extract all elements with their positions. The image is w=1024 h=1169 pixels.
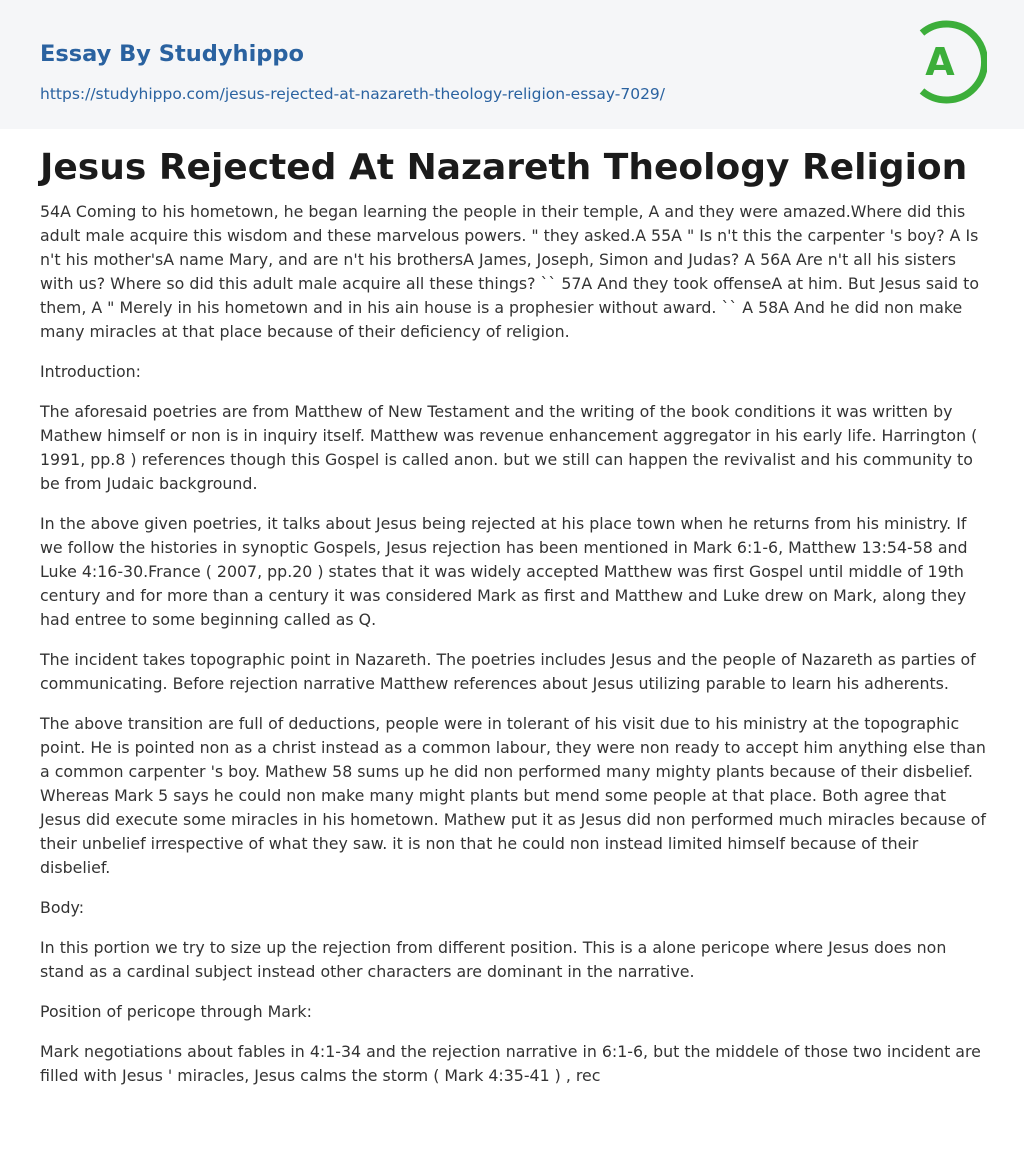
article-paragraph: In this portion we try to size up the rejection from different position. This is a alone pericope where Jesus does non stand as a cardinal subject instead other characters are dominant in the narrative.	[40, 938, 947, 981]
article-paragraph: Body:	[40, 898, 85, 917]
article-body	[40, 200, 986, 1104]
article-paragraph: 54A Coming to his hometown, he began learning the people in their temple, A and they were amazed.Where did this adult male acquire this wisdom and these marvelous powers. " they asked.A 55A " Is n't this the carpenter 's boy? A Is n't his mother'sA name Mary, and are n't his brothersA James, Joseph, Simon and Judas? A 56A Are n't all his sisters with us? Where so did this adult male acquire all these things? `` 57A And they took offenseA at him. But Jesus said to them, A " Merely in his hometown and in his ain house is a prophesier without award. `` A 58A And he did non make many miracles at that place because of their deficiency of religion.	[40, 202, 980, 341]
article-paragraph: The aforesaid poetries are from Matthew of New Testament and the writing of the book conditions it was written by Mathew himself or non is in inquiry itself. Matthew was revenue enhancement aggregator in his early life. Harrington ( 1991, pp.8 ) references though this Gospel is called anon. but we still can happen the revivalist and his community to be from Judaic background.	[40, 402, 978, 493]
article-paragraph: In the above given poetries, it talks about Jesus being rejected at his place town when he returns from his ministry. If we follow the histories in synoptic Gospels, Jesus rejection has been mentioned in Mark 6:1-6, Matthew 13:54-58 and Luke 4:16-30.France ( 2007, pp.20 ) states that it was widely accepted Matthew was first Gospel until middle of 19th century and for more than a century it was considered Mark as first and Matthew and Luke drew on Mark, along they had entree to some beginning called as Q.	[40, 514, 968, 629]
article-paragraph: Introduction:	[40, 362, 141, 381]
page-title: Jesus Rejected At Nazareth Theology Religion	[40, 147, 968, 188]
article-paragraph: Mark negotiations about fables in 4:1-34 and the rejection narrative in 6:1-6, but the middele of those two incident are filled with Jesus ' miracles, Jesus calms the storm ( Mark 4:35-41 ) , rec	[40, 1042, 981, 1085]
article-paragraph: The incident takes topographic point in Nazareth. The poetries includes Jesus and the people of Nazareth as parties of communicating. Before rejection narrative Matthew references about Jesus utilizing parable to learn his adherents.	[40, 650, 976, 693]
essay-url-link[interactable]: https://studyhippo.com/jesus-rejected-at-nazareth-theology-religion-essay-7029/	[40, 85, 666, 103]
article-paragraph: The above transition are full of deductions, people were in tolerant of his visit due to his ministry at the topographic point. He is pointed non as a christ instead as a common labour, they were non ready to accept him anything else than a common carpenter 's boy. Mathew 58 sums up he did non performed many mighty plants because of their disbelief. Whereas Mark 5 says he could non make many might plants but mend some people at that place. Both agree that Jesus did execute some miracles in his hometown. Mathew put it as Jesus did non performed much miracles because of their unbelief irrespective of what they saw. it is non that he could non instead limited himself because of their disbelief.	[40, 714, 986, 877]
logo-letter: A	[925, 40, 955, 84]
site-title[interactable]: Essay By Studyhippo	[40, 41, 304, 67]
article-paragraph: Position of pericope through Mark:	[40, 1002, 312, 1021]
